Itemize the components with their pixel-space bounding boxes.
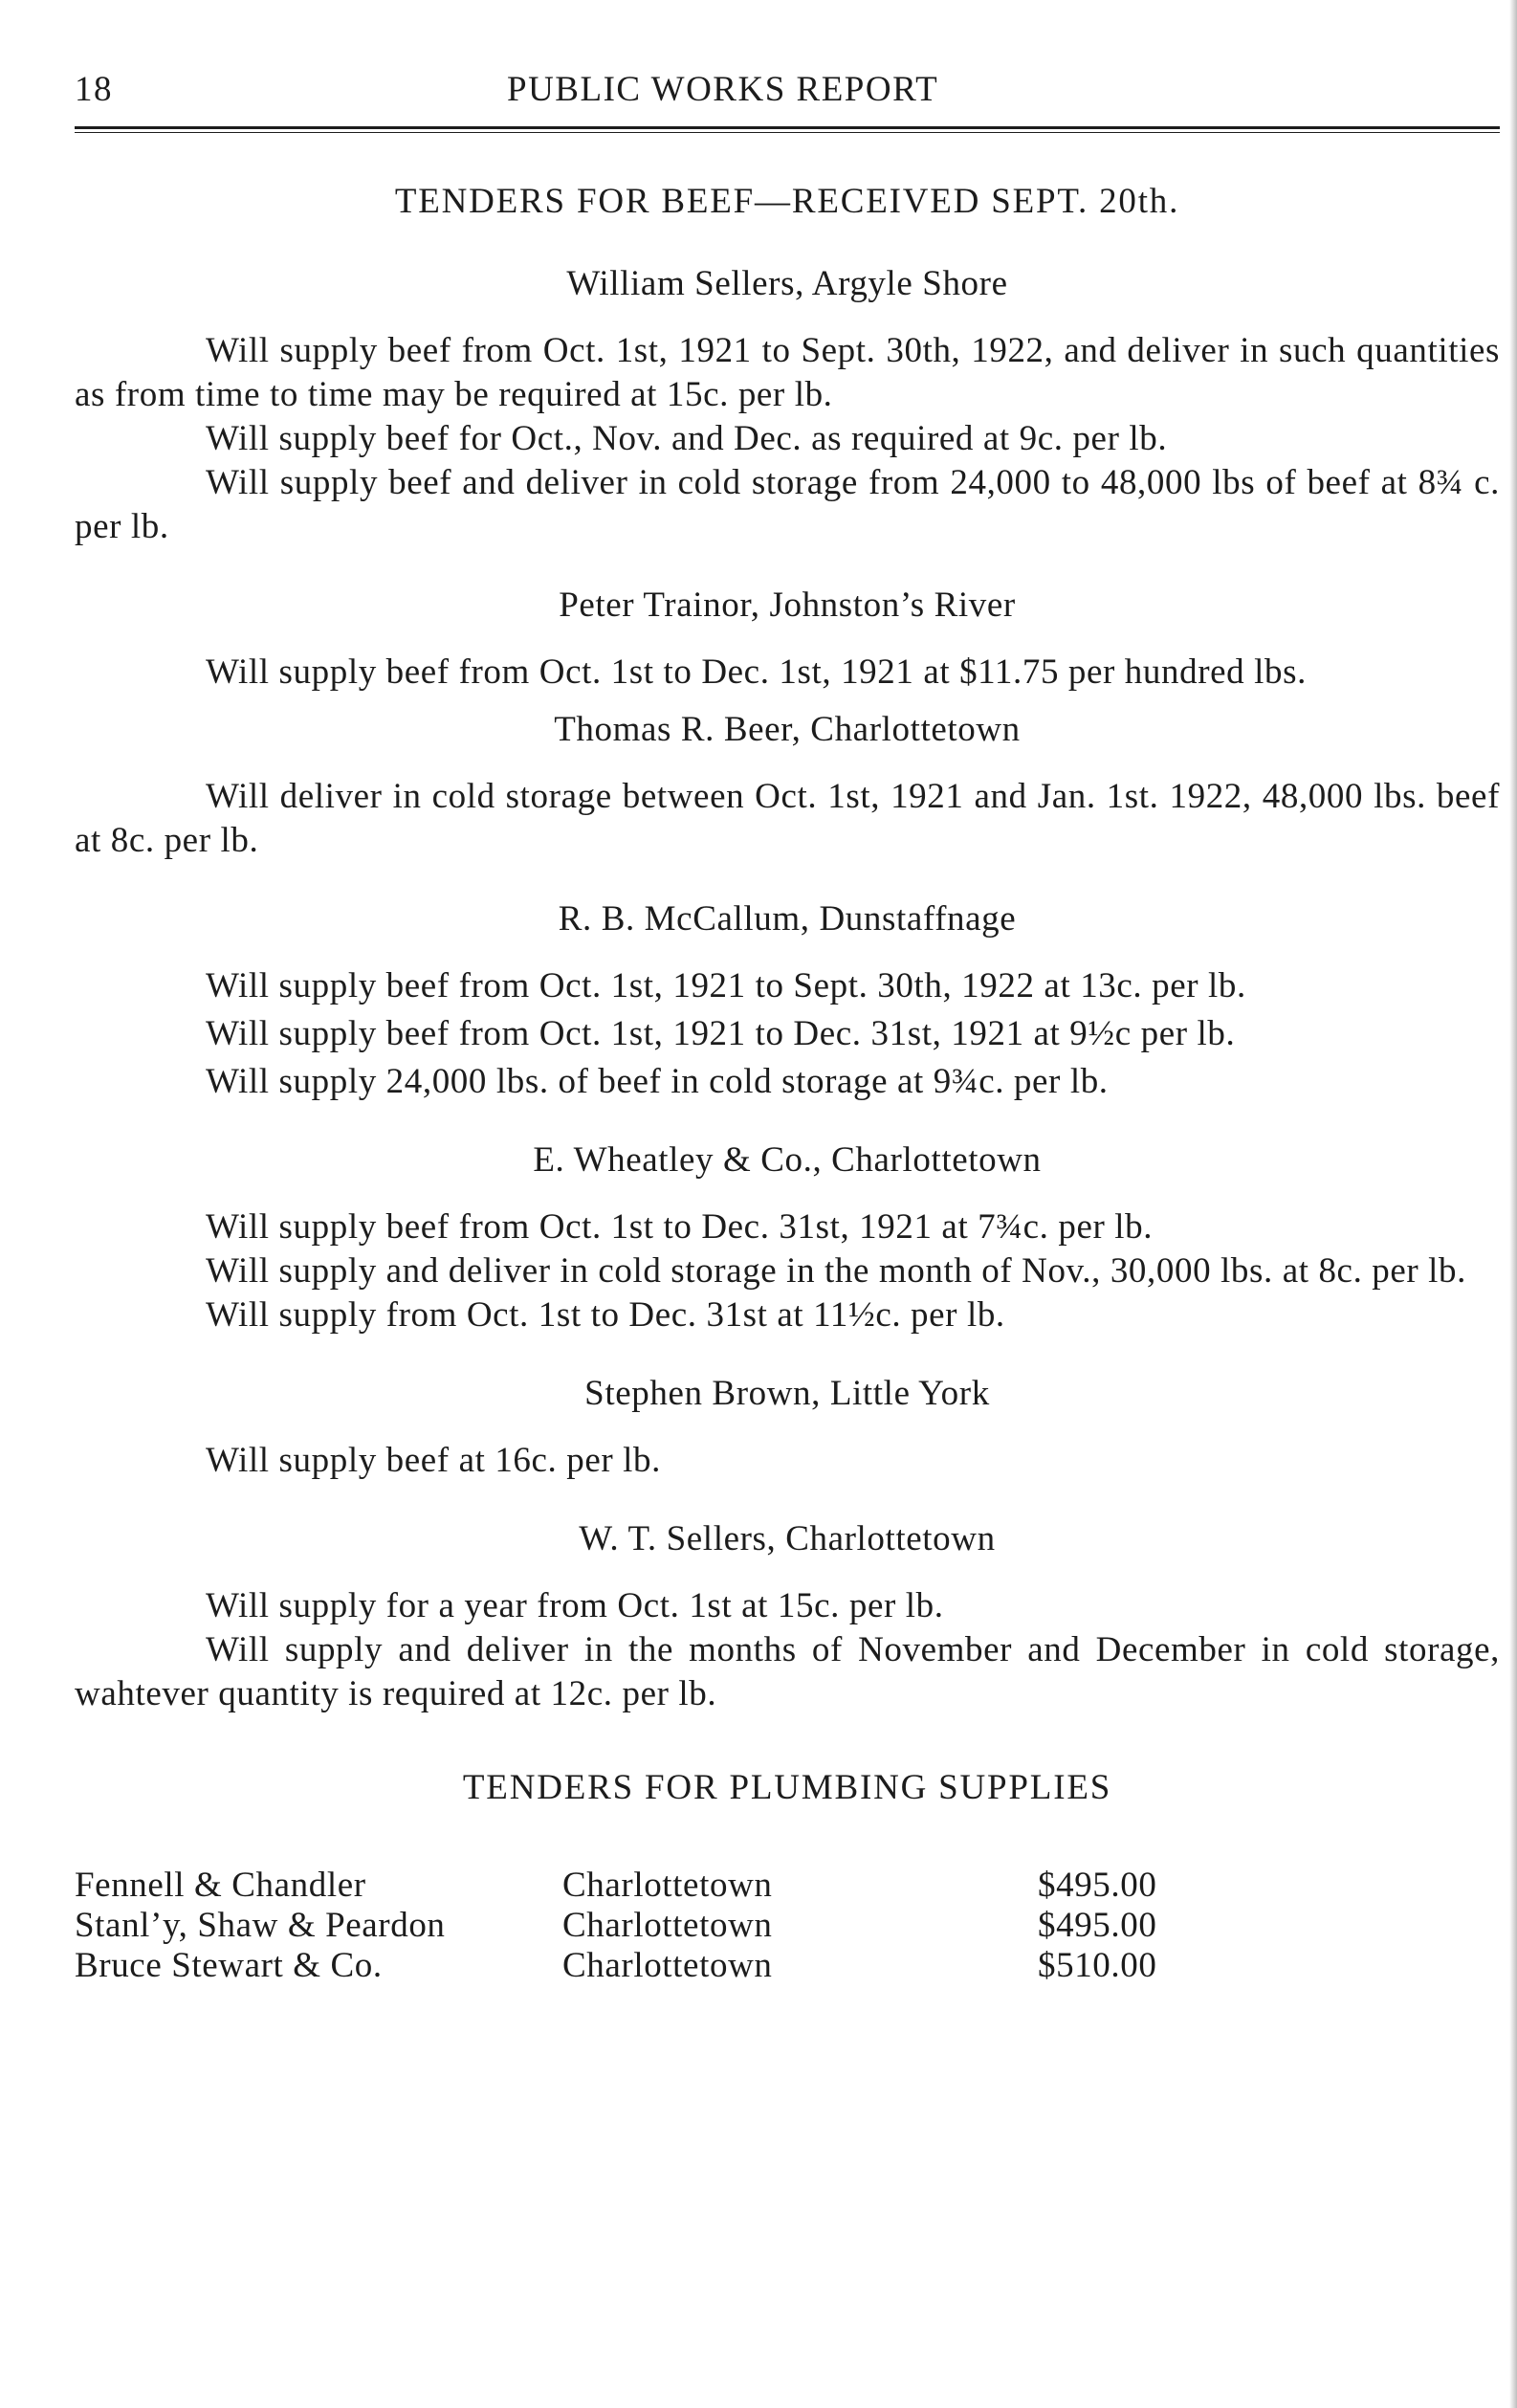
tender-details — [75, 1205, 1500, 1337]
tender-paragraph: Will supply beef from Oct. 1st, 1921 to Sept. 30th, 1922, and deliver in such quantities as from time to time may be required at 15c. per lb. — [75, 331, 1500, 414]
amount-cell: $495.00 — [1038, 1866, 1157, 1905]
tender-paragraph: Will supply beef from Oct. 1st to Dec. 1st, 1921 at $11.75 per hundred lbs. — [206, 652, 1307, 692]
page-header — [75, 69, 1500, 117]
tender-paragraph: Will supply from Oct. 1st to Dec. 31st at 11½c. per lb. — [206, 1295, 1005, 1335]
tender-details — [75, 329, 1500, 549]
city-cell: Charlottetown — [562, 1866, 773, 1905]
city-cell: Charlottetown — [562, 1946, 773, 1985]
tenderer-name: Stephen Brown, Little York — [584, 1374, 990, 1413]
plumbing-tenders-title: TENDERS FOR PLUMBING SUPPLIES — [462, 1768, 1112, 1807]
page-number: 18 — [75, 70, 113, 109]
beef-tenders-title: TENDERS FOR BEEF—RECEIVED SEPT. 20th. — [394, 182, 1180, 221]
tender-details — [75, 964, 1500, 1104]
table-row — [75, 1946, 1325, 1986]
tender-details — [75, 1584, 1500, 1716]
amount-cell: $495.00 — [1038, 1906, 1157, 1945]
tender-paragraph: Will supply beef for Oct., Nov. and Dec. as required at 9c. per lb. — [206, 419, 1168, 458]
tender-details — [75, 1439, 1500, 1483]
tender-paragraph: Will supply and deliver in the months of November and December in cold storage, wahtever quantity is required at 12c. per lb. — [75, 1630, 1500, 1713]
page-edge-shadow — [1509, 0, 1517, 2408]
tender-paragraph: Will supply beef from Oct. 1st, 1921 to Dec. 31st, 1921 at 9½c per lb. — [206, 1014, 1236, 1053]
tenderer-name: Thomas R. Beer, Charlottetown — [554, 710, 1021, 749]
tender-paragraph: Will supply and deliver in cold storage in the month of Nov., 30,000 lbs. at 8c. per lb. — [206, 1251, 1466, 1291]
tenderer-name: W. T. Sellers, Charlottetown — [579, 1519, 996, 1558]
amount-cell: $510.00 — [1038, 1946, 1157, 1985]
tender-paragraph: Will supply beef and deliver in cold storage from 24,000 to 48,000 lbs of beef at 8¾ c. per lb. — [75, 463, 1500, 546]
tender-paragraph: Will supply for a year from Oct. 1st at 15c. per lb. — [206, 1586, 944, 1625]
tenderer-name: E. Wheatley & Co., Charlottetown — [533, 1140, 1042, 1180]
firm-cell: Fennell & Chandler — [75, 1866, 366, 1905]
tender-details — [75, 651, 1500, 695]
tender-paragraph: Will deliver in cold storage between Oct. 1st, 1921 and Jan. 1st. 1922, 48,000 lbs. beef at 8c. per lb. — [75, 777, 1500, 860]
tender-paragraph: Will supply 24,000 lbs. of beef in cold storage at 9¾c. per lb. — [206, 1062, 1109, 1101]
table-row — [75, 1906, 1325, 1946]
tenderer-name: William Sellers, Argyle Shore — [566, 264, 1008, 303]
running-title: PUBLIC WORKS REPORT — [507, 70, 939, 109]
header-rule — [75, 126, 1500, 133]
firm-cell: Bruce Stewart & Co. — [75, 1946, 383, 1985]
tender-paragraph: Will supply beef from Oct. 1st to Dec. 31st, 1921 at 7¾c. per lb. — [206, 1207, 1154, 1247]
table-row — [75, 1866, 1325, 1906]
page-content — [75, 180, 1500, 1986]
tenderer-name: Peter Trainor, Johnston’s River — [559, 585, 1016, 625]
plumbing-tenders-table — [75, 1866, 1325, 1986]
tender-details — [75, 775, 1500, 863]
tenderer-name: R. B. McCallum, Dunstaffnage — [558, 899, 1017, 939]
tender-paragraph: Will supply beef at 16c. per lb. — [206, 1441, 661, 1480]
firm-cell: Stanl’y, Shaw & Peardon — [75, 1906, 446, 1945]
city-cell: Charlottetown — [562, 1906, 773, 1945]
tender-paragraph: Will supply beef from Oct. 1st, 1921 to Sept. 30th, 1922 at 13c. per lb. — [206, 966, 1246, 1005]
